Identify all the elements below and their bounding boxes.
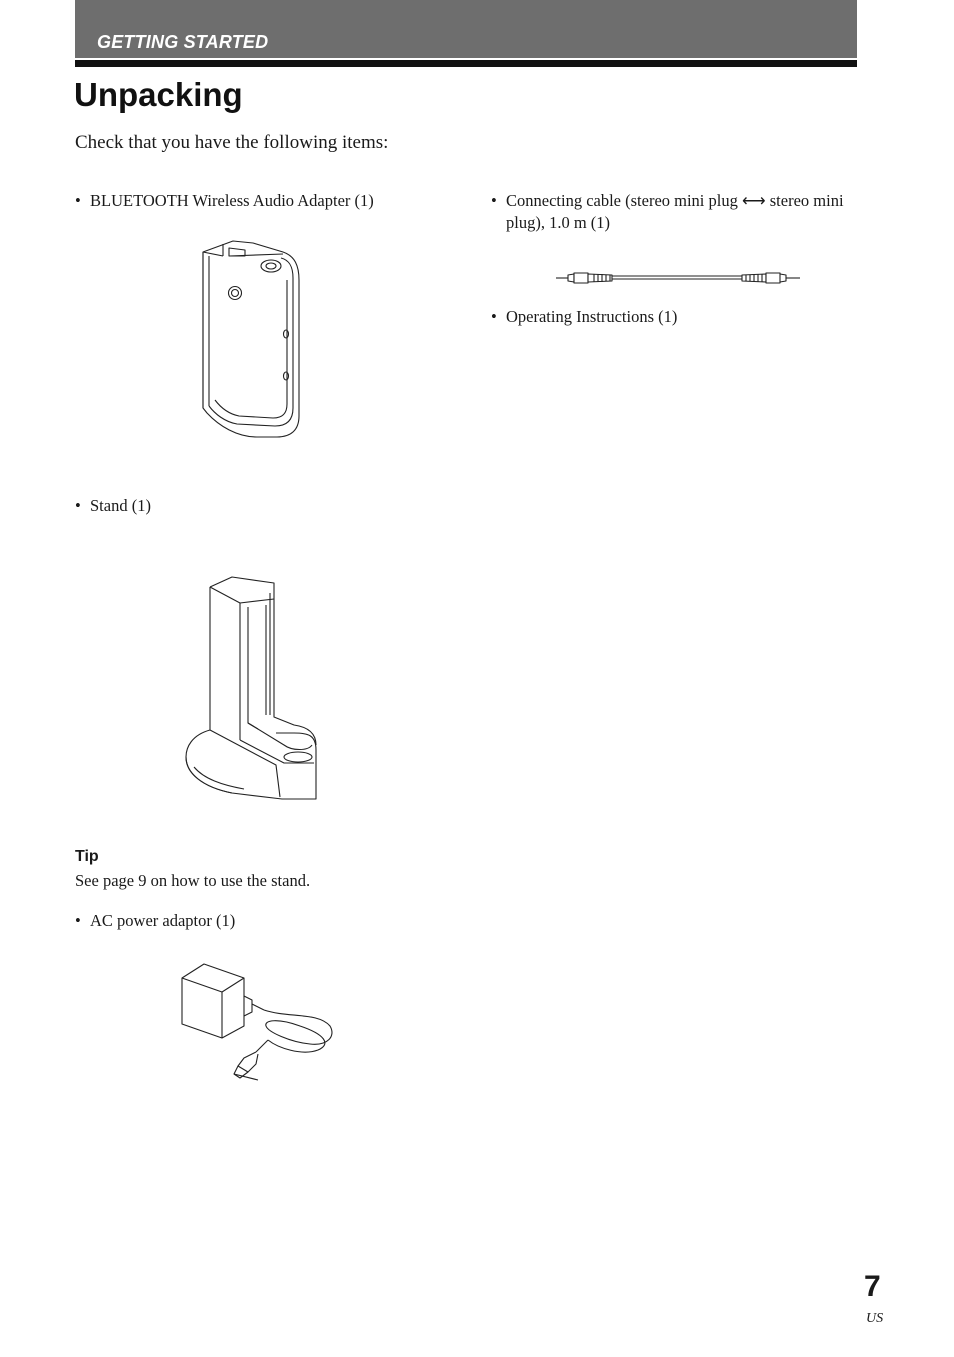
item-label: Operating Instructions (1): [506, 307, 678, 326]
page-region: US: [866, 1311, 884, 1326]
item-label: BLUETOOTH Wireless Audio Adapter (1): [90, 191, 374, 210]
header-rule: [75, 60, 857, 67]
list-item-adapter: [75, 190, 455, 212]
bullet: •: [75, 911, 81, 930]
cable-label-part2: stereo mini plug), 1.0 m (1): [506, 191, 844, 232]
intro-text: Check that you have the following items:: [75, 132, 389, 153]
bullet: •: [75, 191, 81, 210]
adapter-illustration: [195, 238, 305, 440]
cable-label-part1: Connecting cable (stereo mini plug: [506, 191, 738, 210]
double-arrow-icon: ⟷: [741, 191, 766, 210]
list-item-ac-adaptor: [75, 910, 455, 932]
item-label: [491, 190, 856, 234]
ac-adaptor-illustration: [178, 960, 338, 1084]
tip-text: See page 9 on how to use the stand.: [75, 871, 311, 890]
item-label: Stand (1): [90, 496, 151, 515]
bullet: •: [491, 191, 497, 210]
item-label: AC power adaptor (1): [90, 911, 236, 930]
page-number: 7: [864, 1270, 881, 1303]
cable-illustration: [554, 268, 804, 288]
bullet: •: [75, 496, 81, 515]
list-item-instructions: [491, 306, 856, 328]
section-label: GETTING STARTED: [97, 32, 269, 52]
list-item-cable: [491, 190, 856, 234]
bullet: •: [491, 307, 497, 326]
list-item-stand: [75, 495, 455, 517]
stand-illustration: [184, 575, 322, 805]
page-title: Unpacking: [74, 76, 243, 113]
tip-heading: Tip: [75, 848, 99, 865]
